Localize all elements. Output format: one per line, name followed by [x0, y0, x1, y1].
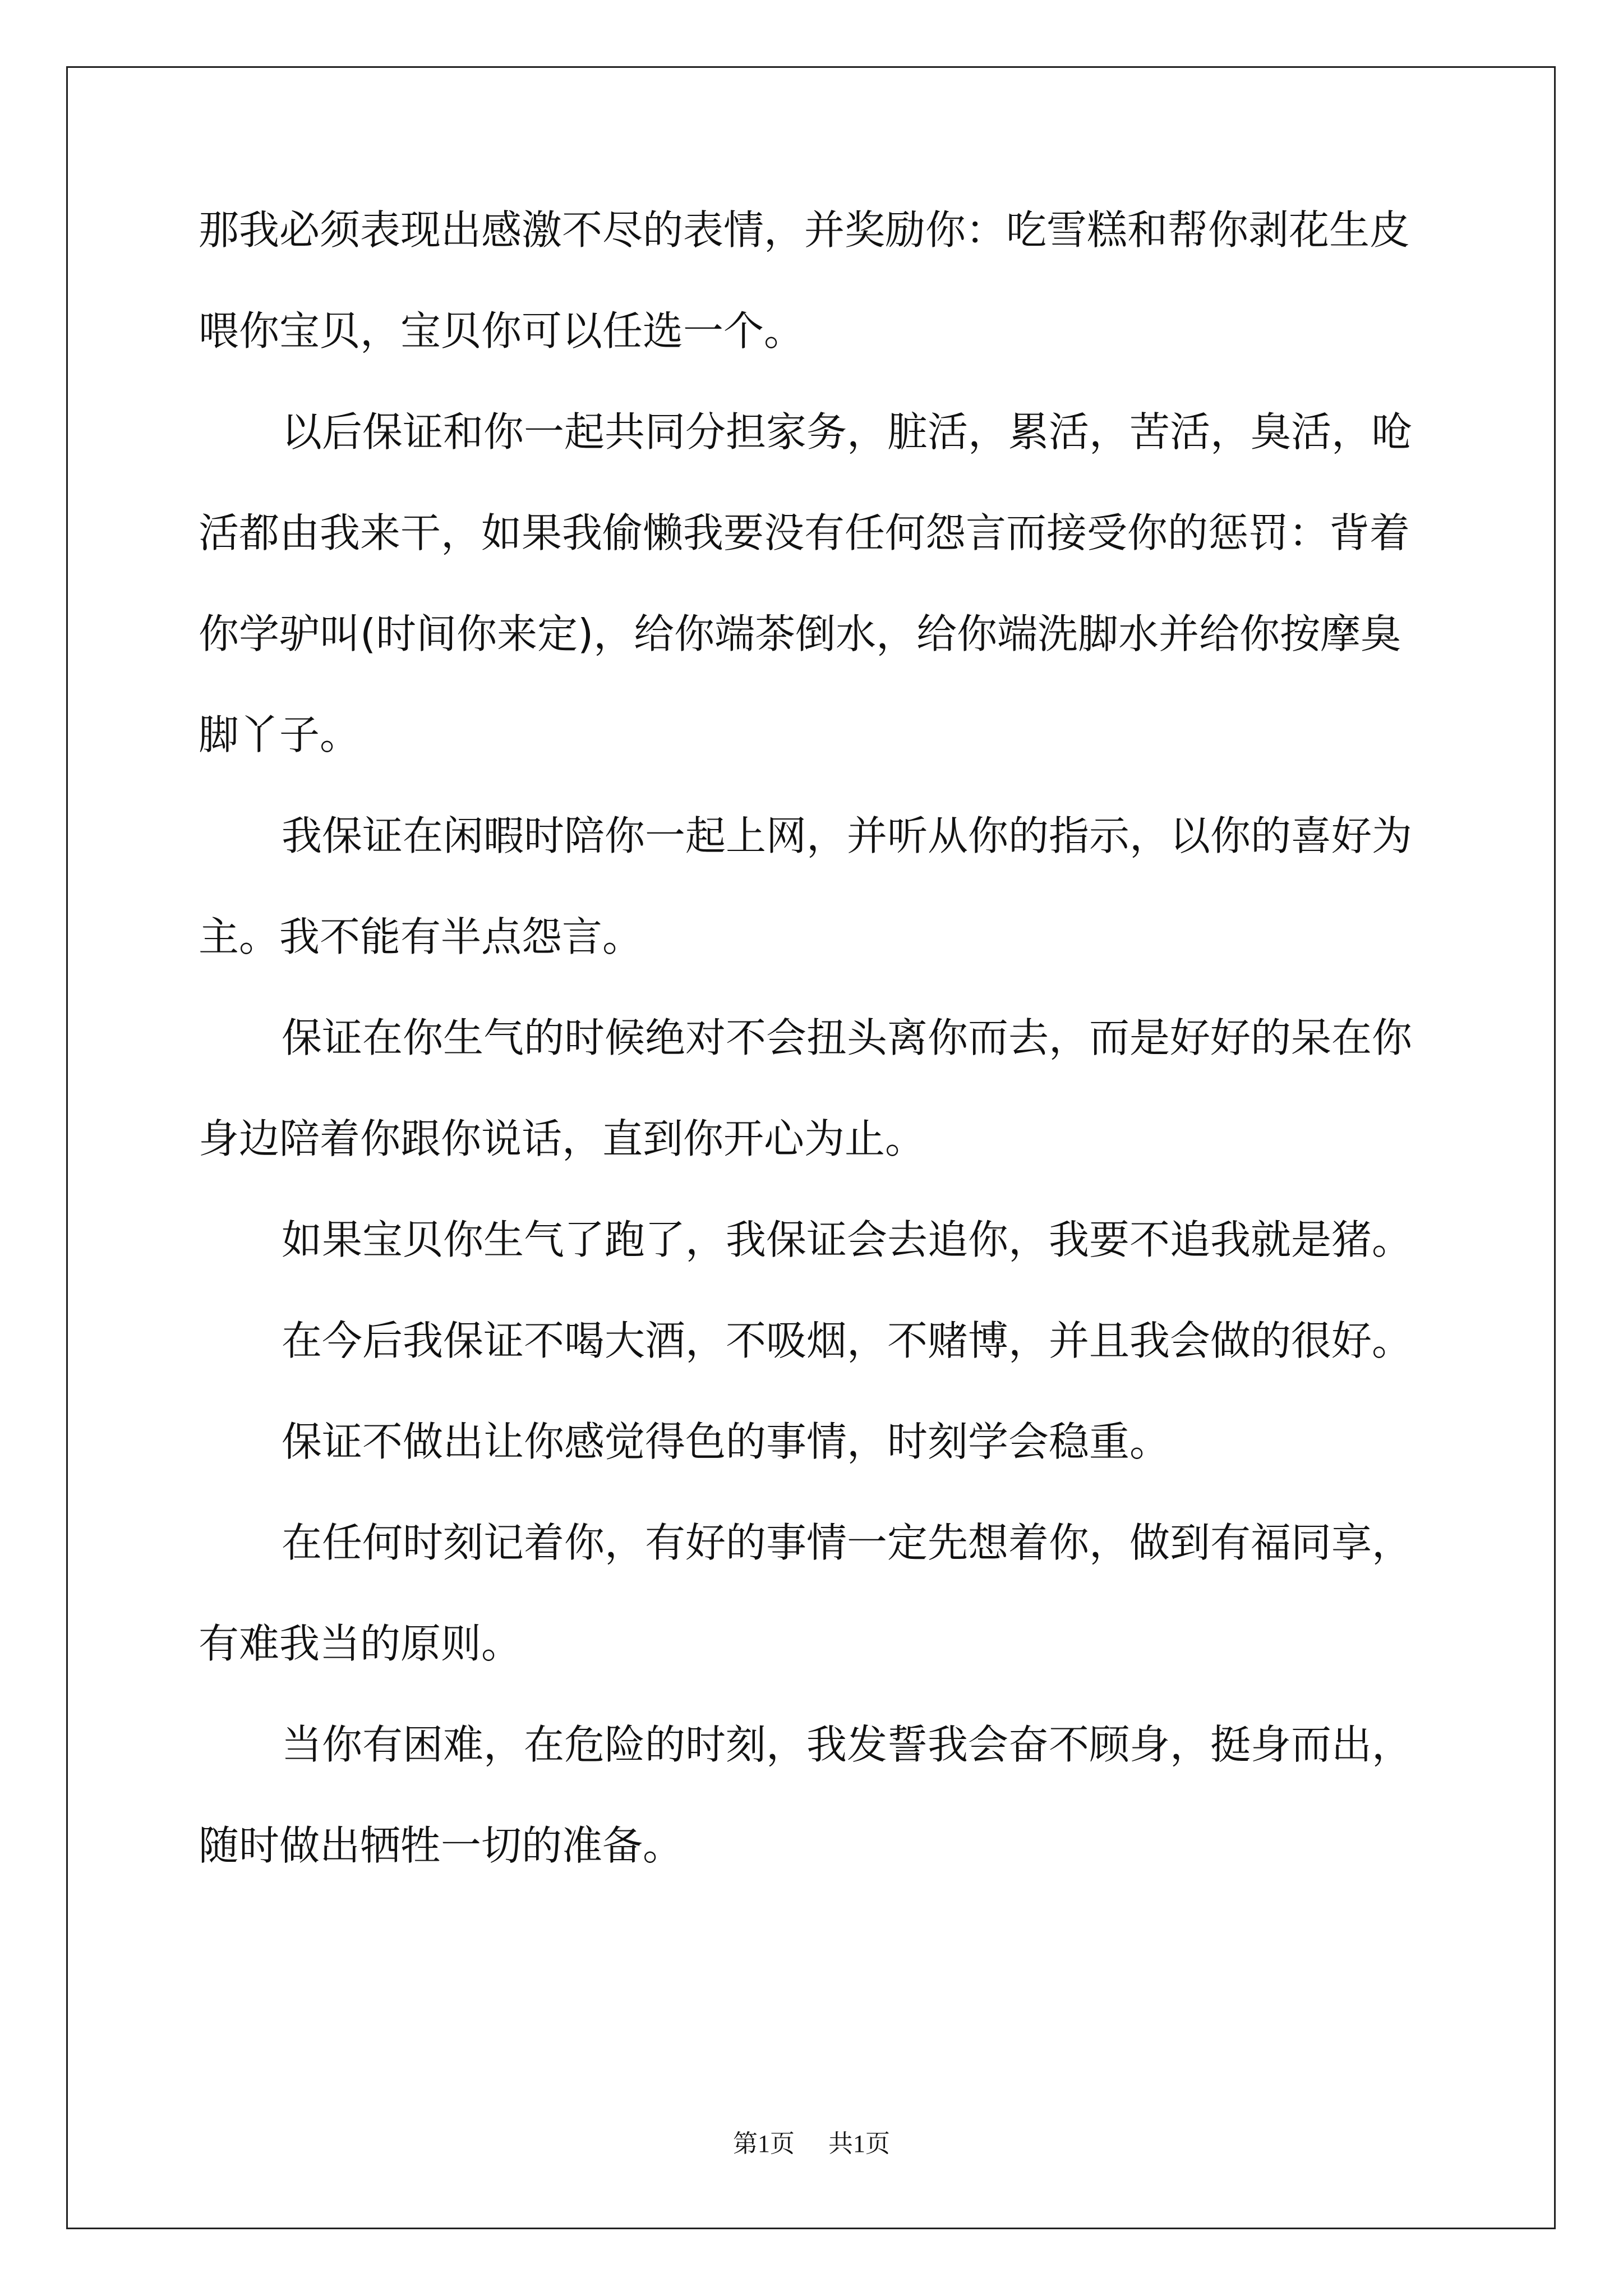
text-line: 有难我当的原则。 — [199, 1620, 522, 1667]
text-line: 活都由我来干，如果我偷懒我要没有任何怨言而接受你的惩罚：背着 — [199, 509, 1410, 556]
text-line: 你学驴叫(时间你来定)，给你端茶倒水，给你端洗脚水并给你按摩臭 — [199, 610, 1401, 657]
text-line: 主。我不能有半点怨言。 — [199, 913, 643, 960]
text-line: 保证不做出让你感觉得色的事情，时刻学会稳重。 — [282, 1418, 1170, 1465]
text-line: 保证在你生气的时候绝对不会扭头离你而去，而是好好的呆在你 — [282, 1014, 1413, 1061]
text-line: 在任何时刻记着你，有好的事情一定先想着你，做到有福同享， — [282, 1519, 1413, 1566]
text-line: 身边陪着你跟你说话，直到你开心为止。 — [199, 1115, 926, 1162]
text-line: 当你有困难，在危险的时刻，我发誓我会奋不顾身，挺身而出， — [282, 1721, 1413, 1768]
text-line: 在今后我保证不喝大酒，不吸烟，不赌博，并且我会做的很好。 — [282, 1317, 1413, 1364]
page-footer — [0, 2123, 1623, 2159]
page-number: 第1页 — [733, 2130, 795, 2157]
text-line: 我保证在闲暇时陪你一起上网，并听从你的指示，以你的喜好为 — [282, 812, 1413, 859]
page-total: 共1页 — [828, 2130, 890, 2157]
text-line: 喂你宝贝，宝贝你可以任选一个。 — [199, 307, 805, 355]
text-line: 那我必须表现出感激不尽的表情，并奖励你：吃雪糕和帮你剥花生皮 — [199, 206, 1410, 254]
text-line: 脚丫子。 — [199, 711, 361, 758]
text-line: 如果宝贝你生气了跑了，我保证会去追你，我要不追我就是猪。 — [282, 1216, 1413, 1263]
text-line: 以后保证和你一起共同分担家务，脏活，累活，苦活，臭活，呛 — [282, 408, 1413, 455]
text-line: 随时做出牺牲一切的准备。 — [199, 1822, 684, 1869]
